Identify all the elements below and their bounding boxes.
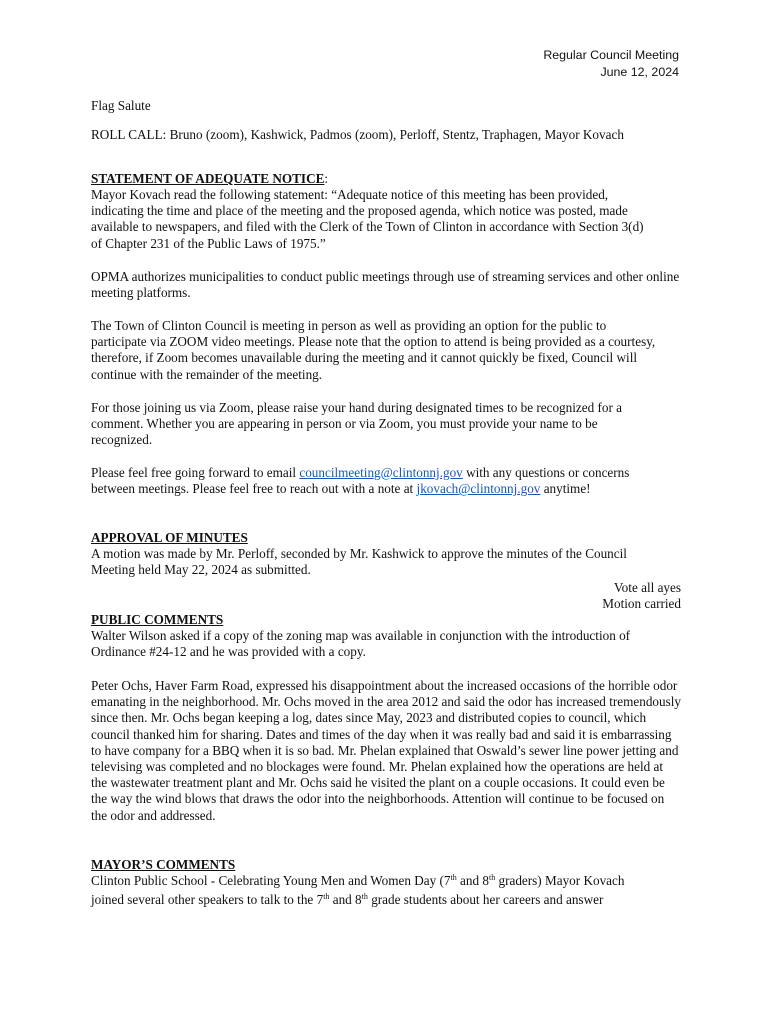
contact-text-pre: Please feel free going forward to email (91, 465, 300, 480)
contact-text-post: anytime! (540, 481, 591, 497)
ochs-comment: Peter Ochs, Haver Farm Road, expressed his disappointment about the increased occasions of the horrible odor emanating in the neighborhood. Mr. Ochs moved in the area 2012 and said the odor has increased tremendously since then. Mr. Ochs began keeping a log, dates since May, 2023 and distributed copies to council, which council thanked him for sharing. Dates and times of the day when it was really bad and said it is embarrassing to have company for a BBQ when it is so bad. Mr. Phelan explained that Oswald’s sewer line power jetting and televising was completed and no blockages were found. Mr. Phelan explained how the operations are held at the wastewater treatment plant and Mr. Ochs said he visited the plant on a couple occasions. It could even be the way the wind blows that draws the odor into the neighborhoods. Attention will continue to be focused on the odor and addressed. (91, 678, 681, 823)
meeting-date: June 12, 2024 (600, 65, 679, 79)
flag-salute: Flag Salute (91, 98, 151, 113)
mayor-line2-part-b: and 8 (329, 892, 362, 907)
notice-statement: Mayor Kovach read the following statement: “Adequate notice of this meeting has been provided, indicating the time and place of the meeting and the proposed agenda, which notice was posted, made available to newspapers, and filed with the Clerk of the Town of Clinton in accordance with Section 3(d) of Chapter 231 of the Public Laws of 1975.” (91, 187, 644, 251)
minutes-motion: A motion was made by Mr. Perloff, seconded by Mr. Kashwick to approve the minutes of the Council Meeting held May 22, 2024 as submitted. (91, 546, 627, 578)
zoom-joining-paragraph: For those joining us via Zoom, please raise your hand during designated times to be recognized for a comment. Whether you are appearing in person or via Zoom, you must provide your name to be recognized. (91, 400, 623, 448)
superscript-th: th (323, 892, 330, 901)
minutes-result: Motion carried (602, 596, 681, 611)
roll-call: ROLL CALL: Bruno (zoom), Kashwick, Padmos (zoom), Perloff, Stentz, Traphagen, Mayor Kovach (91, 127, 624, 142)
minutes-heading: APPROVAL OF MINUTES (91, 530, 248, 545)
mayor-email-link[interactable]: jkovach@clintonnj.gov (416, 481, 541, 497)
council-email-link[interactable]: councilmeeting@clintonnj.gov (299, 465, 463, 480)
mayor-comments-line-2 (91, 892, 711, 908)
superscript-th: th (361, 892, 368, 901)
public-comments-heading: PUBLIC COMMENTS (91, 612, 224, 627)
meeting-type: Regular Council Meeting (543, 48, 679, 62)
superscript-th: th (488, 873, 496, 882)
minutes-vote: Vote all ayes (613, 580, 681, 595)
notice-heading: STATEMENT OF ADEQUATE NOTICE (91, 171, 325, 186)
notice-heading-line (91, 171, 691, 187)
mayor-comments-line-1 (91, 873, 711, 889)
mayor-comments-heading: MAYOR’S COMMENTS (91, 857, 236, 872)
mayor-line1-part-a: Clinton Public School - Celebrating Young Men and Women Day (7 (91, 873, 451, 888)
mayor-line2-part-c: grade students about her careers and answer (367, 892, 604, 907)
contact-text-mid: with any questions or concerns between meetings. Please feel free to reach out with a note at (91, 465, 630, 497)
wilson-comment: Walter Wilson asked if a copy of the zoning map was available in conjunction with the introduction of Ordinance #24-12 and he was provided with a copy. (91, 628, 631, 660)
contact-paragraph (91, 465, 671, 497)
document-header (543, 47, 679, 81)
mayor-line1-part-b: and 8 (456, 873, 489, 888)
opma-paragraph: OPMA authorizes municipalities to conduct public meetings through use of streaming services and other online meeting platforms. (91, 269, 680, 301)
superscript-th: th (450, 873, 457, 882)
mayor-line2-part-a: joined several other speakers to talk to the 7 (91, 892, 324, 907)
notice-heading-colon: : (324, 171, 329, 186)
zoom-option-paragraph: The Town of Clinton Council is meeting in person as well as providing an option for the public to participate via ZOOM video meetings. Please note that the option to attend is being provided as a courtesy, therefore, if Zoom becomes unavailable during the meeting and it cannot quickly be fixed, Council will continue with the remainder of the meeting. (91, 318, 656, 382)
mayor-line1-part-c: graders) Mayor Kovach (495, 873, 625, 888)
